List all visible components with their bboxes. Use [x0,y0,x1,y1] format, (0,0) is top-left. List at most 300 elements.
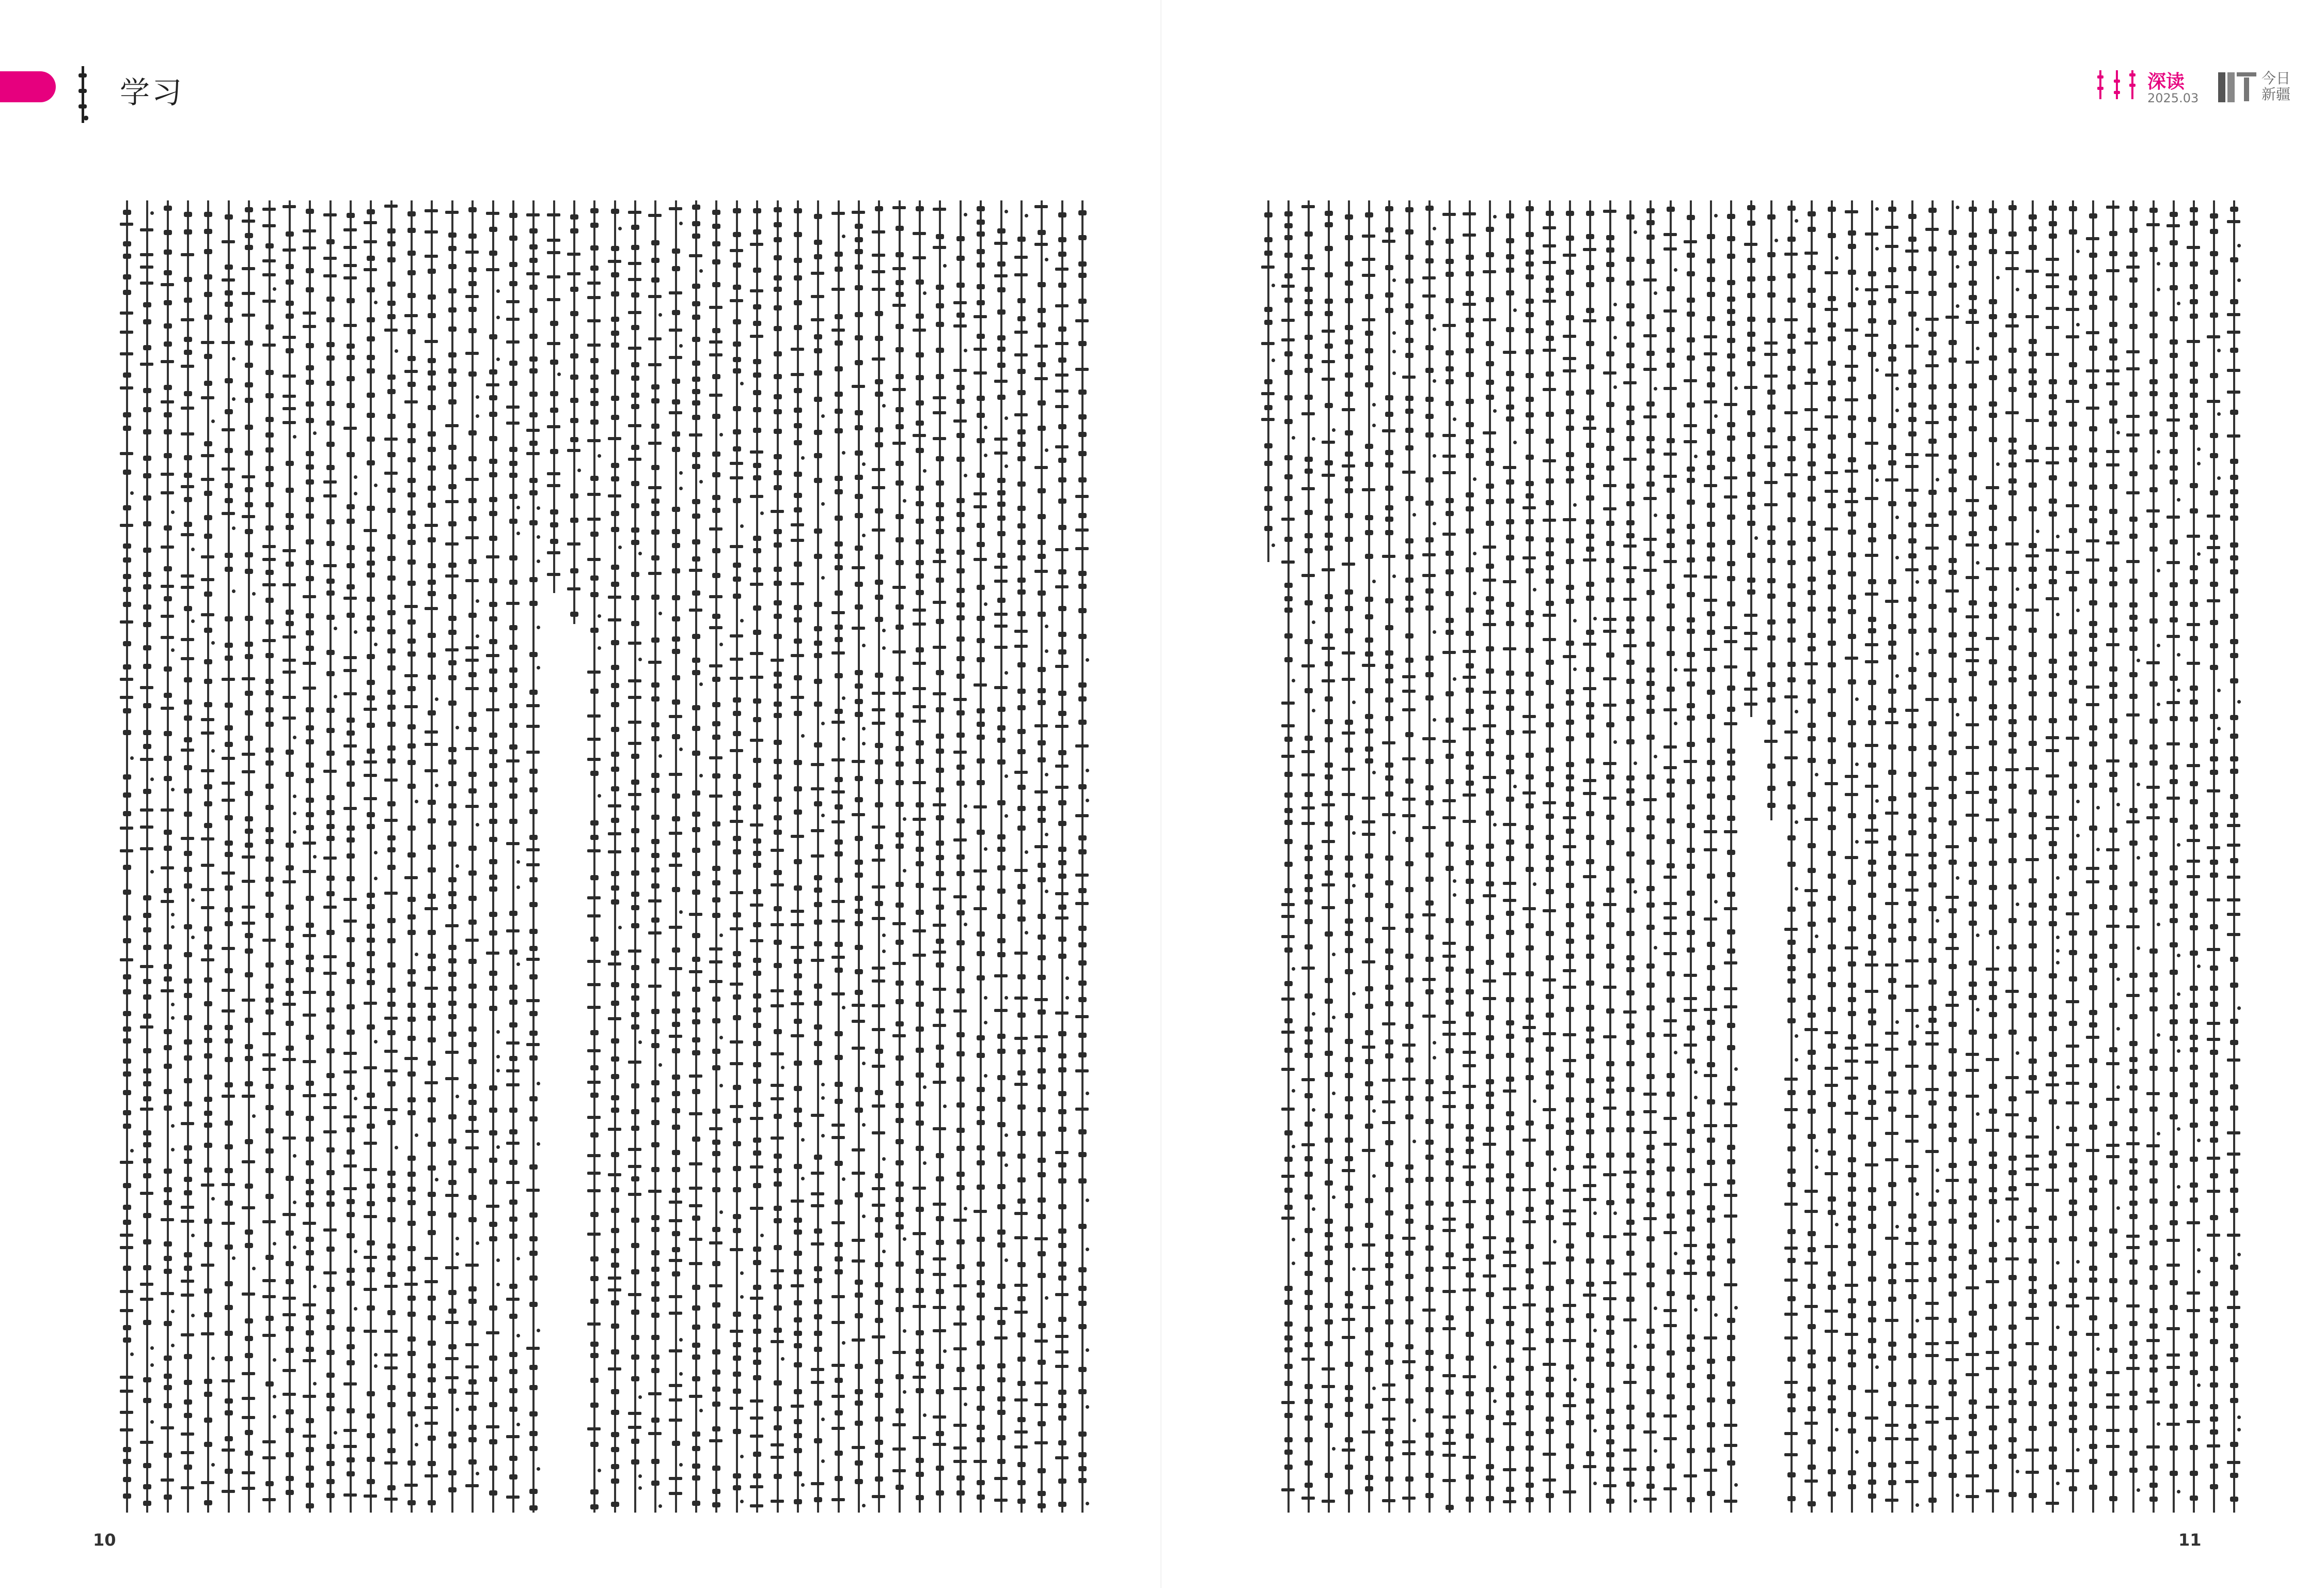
script-glyph [367,287,375,292]
script-glyph [1365,331,1373,336]
script-glyph [855,475,863,480]
script-glyph [1038,740,1046,745]
script-glyph [1727,515,1735,520]
script-glyph [1405,887,1414,892]
script-glyph [1566,762,1574,767]
script-glyph [679,471,683,475]
script-glyph [1663,247,1677,251]
script-glyph [896,676,904,681]
script-glyph [956,1185,965,1190]
script-glyph [651,240,659,245]
script-glyph [143,664,151,669]
script-glyph [1017,1154,1026,1159]
script-glyph [1687,215,1695,220]
script-glyph [936,1289,944,1294]
script-glyph [282,421,296,424]
script-glyph [648,1190,662,1193]
script-glyph [1385,1053,1393,1058]
script-glyph [936,516,944,521]
script-glyph [977,542,985,547]
script-glyph [486,654,499,657]
script-glyph [1284,455,1293,460]
script-glyph [347,718,355,723]
script-glyph [428,1341,436,1346]
script-glyph [590,401,599,406]
script-stem [532,200,535,1513]
script-glyph [1038,863,1046,868]
script-glyph [672,1048,680,1053]
script-glyph [262,1334,276,1337]
script-glyph [651,384,659,390]
script-glyph [835,1031,843,1036]
script-glyph [222,1009,235,1013]
script-glyph [1405,207,1414,212]
script-glyph [638,1040,642,1044]
script-glyph [181,657,194,660]
script-glyph [631,393,639,398]
script-glyph [1038,700,1046,705]
script-glyph [1626,801,1635,806]
script-glyph [286,348,294,353]
script-glyph [323,857,337,860]
script-glyph [628,1165,641,1168]
script-glyph [1503,1422,1516,1425]
script-glyph [143,456,151,461]
script-glyph [343,1187,357,1190]
script-glyph [598,614,601,618]
script-glyph [631,905,639,910]
script-glyph [753,567,761,572]
script-glyph [225,1038,233,1044]
script-glyph [1667,413,1675,418]
script-glyph [143,1096,151,1101]
script-glyph [1058,954,1066,959]
script-glyph [913,781,926,784]
text-column [1586,200,1593,1513]
script-glyph [367,1479,375,1484]
script-glyph [265,839,274,844]
script-glyph [651,1097,659,1102]
script-glyph [1626,739,1635,744]
script-glyph [468,1217,477,1222]
script-glyph [692,790,700,796]
script-glyph [384,1461,398,1465]
script-glyph [872,692,885,695]
script-glyph [1425,588,1434,594]
script-glyph [191,1234,195,1237]
script-glyph [842,1341,845,1345]
script-glyph [712,1167,720,1173]
text-column [672,200,679,1513]
script-glyph [862,1062,866,1065]
script-glyph [225,553,233,558]
script-glyph [428,370,436,376]
script-glyph [428,1097,436,1102]
script-glyph [1506,689,1514,694]
script-glyph [862,1215,866,1218]
script-glyph [997,1459,1006,1464]
script-glyph [1058,212,1066,217]
script-glyph [1405,913,1414,918]
script-stem [1730,200,1732,1513]
script-glyph [618,546,622,549]
script-glyph [882,1250,886,1253]
script-glyph [590,266,599,271]
script-glyph [1486,1092,1494,1097]
script-glyph [1385,791,1393,797]
script-glyph [862,462,866,466]
script-glyph [794,959,802,964]
script-glyph [896,940,904,945]
script-glyph [143,1213,151,1218]
script-glyph [489,227,497,232]
script-glyph [1486,1464,1494,1469]
script-glyph [204,1219,212,1224]
script-glyph [1425,900,1434,906]
script-glyph [1546,1013,1554,1018]
script-glyph [1405,538,1414,543]
script-glyph [526,725,540,728]
script-glyph [1747,505,1755,510]
script-glyph [387,758,396,764]
script-glyph [1405,732,1414,737]
script-glyph [709,595,723,598]
script-glyph [1292,1238,1295,1241]
script-glyph [994,1009,1008,1012]
script-glyph [1646,259,1655,264]
script-glyph [1626,679,1635,684]
script-glyph [1055,1335,1069,1338]
script-glyph [791,696,804,699]
script-glyph [835,554,843,559]
script-glyph [1312,620,1315,624]
script-glyph [1058,649,1066,655]
script-glyph [712,224,720,229]
script-glyph [1546,1215,1554,1220]
script-glyph [303,1395,316,1398]
script-glyph [367,413,375,418]
script-glyph [428,1061,436,1066]
script-glyph [326,1287,335,1292]
script-glyph [1017,506,1026,511]
script-glyph [611,1502,619,1507]
script-glyph [855,546,863,551]
script-glyph [326,891,335,896]
script-glyph [1667,839,1675,844]
script-glyph [1566,903,1574,908]
script-glyph [323,1228,337,1232]
script-glyph [774,1474,782,1479]
script-glyph [1345,354,1353,359]
script-glyph [916,375,924,380]
script-glyph [1533,882,1536,886]
script-glyph [1606,428,1614,433]
script-glyph [651,1418,659,1423]
script-glyph [343,898,357,901]
script-glyph [387,534,396,539]
script-glyph [143,744,151,749]
section-title: 学习 [120,75,184,110]
script-glyph [1078,1367,1087,1372]
script-glyph [956,910,965,915]
script-glyph [1345,1013,1353,1018]
script-glyph [225,1144,233,1149]
script-glyph [232,357,235,361]
script-glyph [184,391,192,396]
script-glyph [1055,342,1069,345]
script-glyph [774,275,782,281]
script-glyph [1058,711,1066,716]
script-glyph [1325,516,1333,521]
script-glyph [326,930,335,935]
script-glyph [1546,211,1554,216]
script-glyph [225,840,233,846]
script-glyph [1634,1499,1637,1503]
script-glyph [977,262,985,268]
script-glyph [1486,596,1494,601]
text-column [1727,200,1734,1513]
script-glyph [872,1028,885,1031]
script-glyph [509,1456,517,1461]
script-glyph [407,1017,416,1022]
script-glyph [1345,235,1353,240]
script-glyph [1747,672,1755,677]
script-glyph [750,583,763,586]
script-glyph [262,273,276,276]
script-glyph [651,1459,659,1464]
script-stem [878,200,880,1513]
script-glyph [1583,427,1596,430]
script-glyph [191,619,195,623]
script-glyph [1305,231,1313,237]
script-glyph [1727,760,1735,766]
script-glyph [1446,1148,1454,1153]
script-glyph [1603,1173,1616,1176]
script-glyph [326,579,335,584]
script-glyph [468,371,477,377]
script-glyph [872,1204,885,1207]
script-glyph [956,966,965,971]
script-glyph [547,298,560,301]
script-glyph [448,891,457,896]
script-glyph [184,677,192,682]
script-glyph [956,236,965,241]
script-glyph [709,947,723,951]
script-glyph [587,1006,601,1009]
script-glyph [486,268,499,271]
script-glyph [1284,223,1293,228]
script-glyph [509,1217,517,1222]
script-glyph [1486,1292,1494,1297]
script-glyph [282,248,296,252]
script-glyph [1522,1347,1536,1350]
script-glyph [835,392,843,397]
script-glyph [936,322,944,327]
script-glyph [977,1364,985,1369]
script-glyph [164,300,172,305]
script-glyph [1526,648,1534,653]
script-glyph [1493,215,1497,219]
script-glyph [1727,775,1735,781]
script-glyph [1017,555,1026,561]
script-glyph [648,661,662,664]
script-glyph [265,998,274,1003]
script-glyph [387,241,396,246]
script-glyph [1526,1207,1534,1212]
script-glyph [1684,1474,1697,1477]
script-glyph [282,336,296,339]
script-glyph [587,344,601,347]
script-glyph [1322,883,1335,886]
script-glyph [1486,361,1494,366]
script-glyph [1506,1053,1514,1058]
script-glyph [1305,510,1313,515]
script-glyph [1707,366,1715,371]
script-glyph [303,1222,316,1225]
script-glyph [164,776,172,781]
script-glyph [242,1293,255,1296]
script-glyph [286,1021,294,1026]
script-glyph [326,1350,335,1355]
script-glyph [936,707,944,712]
script-glyph [1446,298,1454,303]
script-glyph [611,209,619,214]
script-glyph [750,1117,763,1120]
script-glyph [204,212,212,217]
script-glyph [245,1318,253,1324]
script-glyph [445,1266,459,1269]
script-glyph [750,676,763,679]
script-glyph [387,745,396,751]
script-glyph [1014,997,1028,1000]
script-glyph [1463,650,1476,653]
script-glyph [997,1122,1006,1127]
script-glyph [529,1251,538,1256]
script-glyph [814,679,822,684]
script-glyph [669,1312,682,1315]
script-glyph [1271,359,1275,362]
script-glyph [1466,372,1474,377]
script-glyph [242,1095,255,1098]
script-glyph [709,527,723,531]
script-glyph [1704,599,1717,602]
script-glyph [306,1418,314,1423]
script-glyph [225,302,233,307]
script-glyph [651,917,659,923]
script-glyph [509,1108,517,1113]
script-glyph [509,667,517,673]
text-column [590,200,598,1513]
script-glyph [658,1063,662,1067]
script-glyph [611,727,619,732]
script-glyph [364,708,377,711]
script-glyph [1014,353,1028,356]
script-glyph [1687,402,1695,408]
script-glyph [835,1451,843,1456]
script-glyph [245,691,253,696]
script-glyph [1446,779,1454,784]
script-glyph [1412,1419,1416,1422]
script-glyph [631,404,639,409]
script-glyph [509,819,517,824]
script-glyph [1546,680,1554,685]
script-glyph [1352,992,1356,995]
script-glyph [1322,840,1335,843]
script-glyph [123,470,131,475]
script-glyph [1606,1200,1614,1205]
script-glyph [1365,515,1373,520]
script-glyph [326,342,335,347]
script-glyph [184,812,192,817]
script-glyph [347,1281,355,1286]
script-glyph [631,225,639,230]
script-glyph [1626,931,1635,936]
script-glyph [771,849,784,852]
script-glyph [164,1106,172,1111]
script-glyph [509,1200,517,1205]
script-glyph [1663,1487,1677,1490]
script-glyph [753,372,761,378]
script-glyph [204,441,212,446]
script-glyph [1687,1425,1695,1430]
script-glyph [1646,314,1655,319]
script-glyph [712,735,720,740]
text-column [1667,200,1674,1513]
script-glyph [265,690,274,695]
script-glyph [123,1011,131,1016]
script-glyph [896,514,904,519]
script-glyph [1526,261,1534,267]
script-glyph [123,1325,131,1330]
script-glyph [384,1330,398,1333]
script-glyph [631,481,639,486]
script-glyph [733,1473,741,1478]
text-column [651,200,658,1513]
script-glyph [811,1381,824,1384]
script-glyph [1038,818,1046,823]
script-glyph [1442,1033,1456,1036]
script-glyph [489,803,497,808]
script-glyph [435,784,438,787]
script-glyph [1325,1219,1333,1224]
script-glyph [750,1297,763,1300]
script-glyph [631,870,639,876]
script-glyph [323,770,337,773]
script-glyph [1425,1246,1434,1251]
script-glyph [611,291,619,297]
script-glyph [1405,1114,1414,1119]
script-glyph [326,1373,335,1378]
script-glyph [730,476,743,479]
script-glyph [550,391,558,396]
script-glyph [1506,911,1514,916]
script-glyph [1684,760,1697,763]
script-glyph [1345,537,1353,542]
script-glyph [428,294,436,300]
script-glyph [448,246,457,251]
script-glyph [913,929,926,932]
script-glyph [468,233,477,239]
script-glyph [672,568,680,573]
script-glyph [1506,1173,1514,1178]
script-glyph [204,1167,212,1173]
script-glyph [1284,496,1293,501]
script-glyph [916,501,924,506]
script-glyph [143,1320,151,1325]
script-glyph [1017,1198,1026,1204]
script-glyph [387,962,396,968]
script-glyph [896,604,904,610]
